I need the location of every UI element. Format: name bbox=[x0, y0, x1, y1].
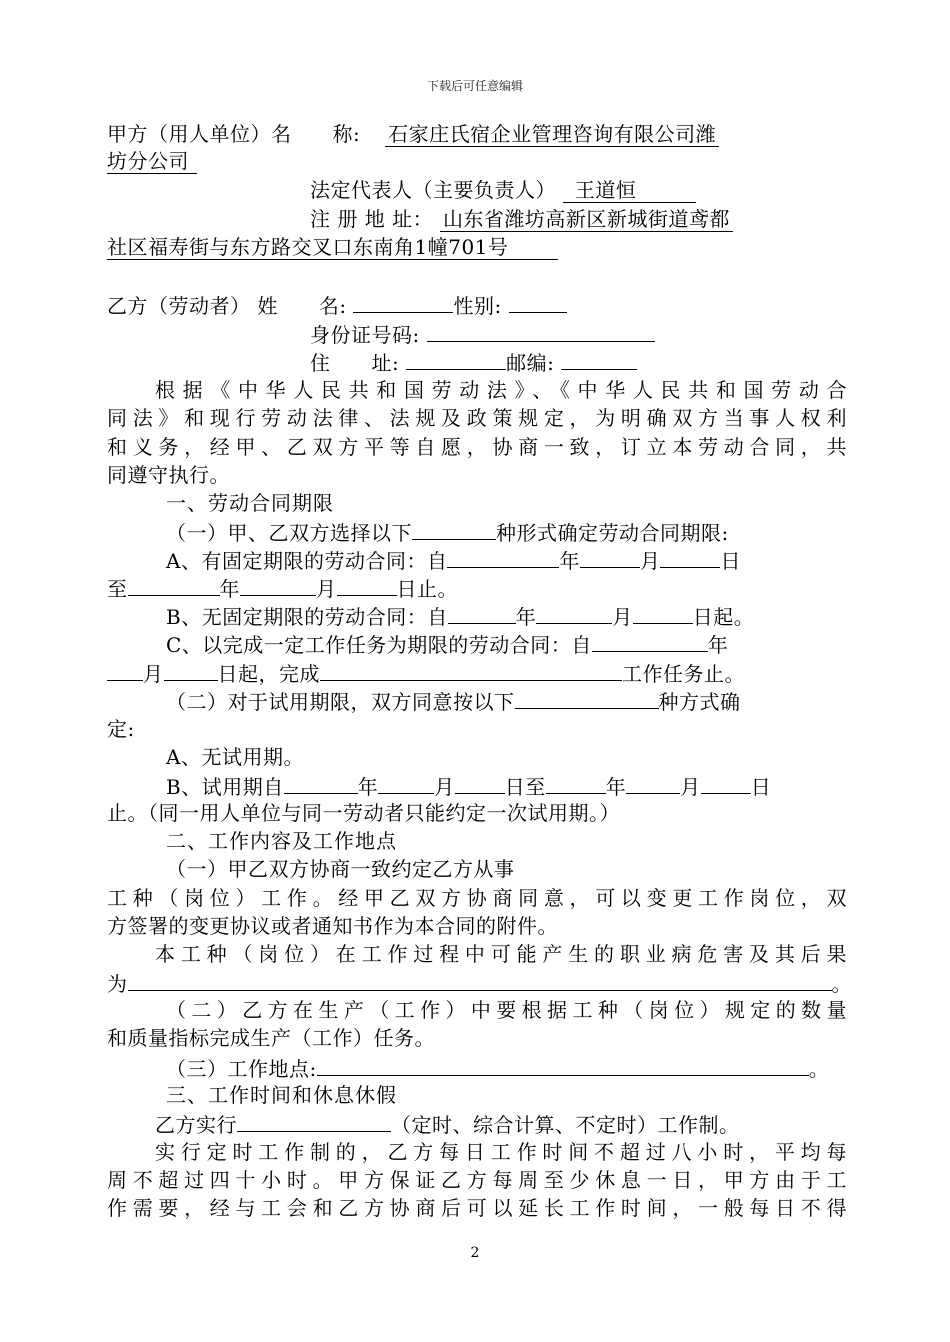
trial-start-month[interactable] bbox=[378, 772, 434, 794]
sec1-p2-text: （二）对于试用期限，双方同意按以下 bbox=[166, 690, 515, 714]
party-a-rep-label: 法定代表人（主要负责人） bbox=[310, 178, 556, 202]
trial-label: B、试用期自 bbox=[166, 775, 284, 799]
party-b-addr-field[interactable] bbox=[406, 348, 506, 370]
option-b-label: B、无固定期限的劳动合同：自 bbox=[166, 605, 448, 629]
option-c-end-label: 工作任务止。 bbox=[622, 662, 745, 686]
party-a-addr-value-cont: 社区福寿街与东方路交叉口东南角1幢701号 bbox=[107, 235, 558, 260]
sec2-p2-2 bbox=[107, 969, 852, 997]
sec2-p1: （一）甲乙双方协商一致约定乙方从事 bbox=[166, 857, 515, 881]
option-a-start-day[interactable] bbox=[660, 546, 720, 568]
sec1-option-a-2 bbox=[107, 574, 847, 602]
sec3-p2-3: 作需要，经与工会和乙方协商后可以延长工作时间，一般每日不得 bbox=[107, 1196, 847, 1220]
trial-note: 止。（同一用人单位与同一劳动者只能约定一次试用期。） bbox=[107, 801, 620, 825]
party-b-addr-line bbox=[310, 348, 847, 376]
party-a-name-value-cont: 坊分公司 bbox=[107, 149, 197, 174]
sec2-p1-2: 工种（岗位）工作。经甲乙双方协商同意，可以变更工作岗位，双 bbox=[107, 886, 847, 910]
trial-end-year[interactable] bbox=[546, 772, 606, 794]
month-label: 月 bbox=[316, 577, 337, 601]
trial-start-year[interactable] bbox=[284, 772, 358, 794]
sec1-p2-text-2: 种方式确 bbox=[658, 690, 741, 714]
trial-day-to-label: 日至 bbox=[504, 775, 546, 799]
start-label: 日起。 bbox=[692, 605, 755, 629]
intro-line-2: 同法》和现行劳动法律、法规及政策规定，为明确双方当事人权利 bbox=[107, 406, 847, 430]
work-system-field[interactable] bbox=[237, 1110, 391, 1132]
sec1-p1 bbox=[166, 518, 847, 546]
option-a-start-year[interactable] bbox=[447, 546, 559, 568]
party-b-name-field[interactable] bbox=[353, 291, 453, 313]
option-b-month[interactable] bbox=[536, 602, 612, 624]
party-b-id-field[interactable] bbox=[427, 320, 655, 342]
party-a-name-value: 石家庄氏宿企业管理咨询有限公司潍 bbox=[385, 122, 719, 147]
sec2-p3-2: 和质量指标完成生产（工作）任务。 bbox=[107, 1026, 435, 1050]
period: 。 bbox=[808, 1057, 830, 1081]
sec1-option-c bbox=[166, 630, 847, 658]
party-a-addr-label: 注 册 地 址： bbox=[310, 207, 434, 231]
option-b-year[interactable] bbox=[448, 602, 516, 624]
intro-line-1: 根据《中华人民共和国劳动法》、《中华人民共和国劳动合 bbox=[155, 378, 847, 402]
section-2-title: 二、工作内容及工作地点 bbox=[166, 829, 397, 853]
sec2-p2: 本工种（岗位）在工作过程中可能产生的职业病危害及其后果 bbox=[155, 942, 847, 966]
party-a-rep-line bbox=[310, 177, 847, 203]
year-label: 年 bbox=[219, 577, 240, 601]
intro-line-4: 同遵守执行。 bbox=[107, 463, 230, 487]
option-a-end-year[interactable] bbox=[128, 574, 220, 596]
party-a-addr-value: 山东省潍坊高新区新城街道鸢都 bbox=[440, 207, 733, 232]
option-a-label: A、有固定期限的劳动合同：自 bbox=[166, 549, 448, 573]
no-trial-option: A、无试用期。 bbox=[166, 745, 304, 769]
option-a-end-day[interactable] bbox=[337, 574, 397, 596]
party-b-gender-label: 性别: bbox=[453, 294, 502, 318]
period: 。 bbox=[831, 972, 852, 996]
option-a-start-month[interactable] bbox=[580, 546, 640, 568]
sec1-p1-text: （一）甲、乙双方选择以下 bbox=[166, 521, 412, 545]
sec3-p2: 实行定时工作制的，乙方每日工作时间不超过八小时，平均每 bbox=[155, 1140, 847, 1164]
contract-form-field[interactable] bbox=[412, 518, 496, 540]
party-b-name-label: 乙方（劳动者） 姓 名: bbox=[107, 294, 347, 318]
party-a-addr-line-2 bbox=[107, 234, 847, 260]
sec3-p1 bbox=[155, 1110, 847, 1138]
party-a-rep-value: 王道恒 bbox=[563, 178, 697, 203]
year-label: 年 bbox=[357, 775, 379, 799]
option-c-start-label: 日起，完成 bbox=[217, 662, 320, 686]
work-location-label: （三）工作地点: bbox=[166, 1057, 317, 1081]
option-c-day[interactable] bbox=[164, 659, 218, 681]
trial-method-field[interactable] bbox=[515, 687, 659, 709]
month-label: 月 bbox=[612, 605, 633, 629]
sec2-p3: （二）乙方在生产（工作）中要根据工种（岗位）规定的数量 bbox=[166, 998, 847, 1022]
to-label: 至 bbox=[107, 577, 128, 601]
party-b-zip-field[interactable] bbox=[561, 348, 637, 370]
intro-line-3: 和义务，经甲、乙双方平等自愿，协商一致，订立本劳动合同，共 bbox=[107, 435, 847, 459]
option-a-end-month[interactable] bbox=[240, 574, 316, 596]
sec3-p2-2: 周不超过四十小时。甲方保证乙方每周至少休息一日，甲方由于工 bbox=[107, 1168, 847, 1192]
page-number: 2 bbox=[470, 1245, 480, 1261]
party-a-name-line bbox=[107, 121, 847, 147]
sec1-p2 bbox=[166, 687, 847, 715]
year-label: 年 bbox=[605, 775, 627, 799]
month-label: 月 bbox=[434, 775, 455, 799]
month-label: 月 bbox=[680, 775, 701, 799]
work-location-field[interactable] bbox=[317, 1054, 809, 1076]
sec2-p1-3: 方签署的变更协议或者通知书作为本合同的附件。 bbox=[107, 914, 558, 938]
party-a-name-line-2 bbox=[107, 148, 847, 174]
sec1-option-a bbox=[166, 546, 847, 574]
option-c-year[interactable] bbox=[592, 630, 708, 652]
trial-end-month[interactable] bbox=[626, 772, 680, 794]
party-b-name-line bbox=[107, 291, 847, 319]
trial-start-day[interactable] bbox=[455, 772, 505, 794]
year-label: 年 bbox=[515, 605, 537, 629]
party-b-id-label: 身份证号码: bbox=[310, 323, 420, 347]
option-c-month[interactable] bbox=[107, 659, 143, 681]
trial-end-day[interactable] bbox=[701, 772, 751, 794]
section-1-title: 一、劳动合同期限 bbox=[166, 491, 334, 515]
page-header: 下载后可任意编辑 bbox=[426, 79, 523, 93]
day-label: 日 bbox=[720, 549, 741, 573]
hazard-field[interactable] bbox=[128, 969, 832, 991]
sec1-p2-cont: 定: bbox=[107, 717, 135, 741]
party-b-gender-field[interactable] bbox=[509, 291, 567, 313]
party-b-zip-label: 邮编: bbox=[506, 351, 555, 375]
month-label: 月 bbox=[639, 549, 661, 573]
month-label: 月 bbox=[143, 662, 164, 686]
section-3-title: 三、工作时间和休息休假 bbox=[166, 1083, 397, 1107]
party-a-addr-line bbox=[310, 206, 847, 232]
party-a-name-label: 甲方（用人单位）名 称: bbox=[107, 122, 361, 146]
sec2-p2-prefix: 为 bbox=[107, 972, 128, 996]
sec2-p4 bbox=[166, 1054, 847, 1082]
sec1-option-c-2 bbox=[107, 659, 847, 687]
year-label: 年 bbox=[707, 633, 729, 657]
sec3-p1-suffix: （定时、综合计算、不定时）工作制。 bbox=[391, 1113, 740, 1137]
sec1-option-b bbox=[166, 602, 847, 630]
trial-option bbox=[166, 772, 847, 800]
option-b-day[interactable] bbox=[633, 602, 693, 624]
year-label: 年 bbox=[559, 549, 580, 573]
sec3-p1-prefix: 乙方实行 bbox=[155, 1113, 237, 1137]
party-b-id-line bbox=[310, 320, 847, 348]
day-label: 日 bbox=[750, 775, 772, 799]
party-b-addr-label: 住 址: bbox=[310, 351, 400, 375]
end-label: 日止。 bbox=[396, 577, 458, 601]
option-c-label: C、以完成一定工作任务为期限的劳动合同：自 bbox=[166, 633, 592, 657]
option-c-task-field[interactable] bbox=[320, 659, 622, 681]
sec1-p1-text-2: 种形式确定劳动合同期限: bbox=[496, 521, 729, 545]
